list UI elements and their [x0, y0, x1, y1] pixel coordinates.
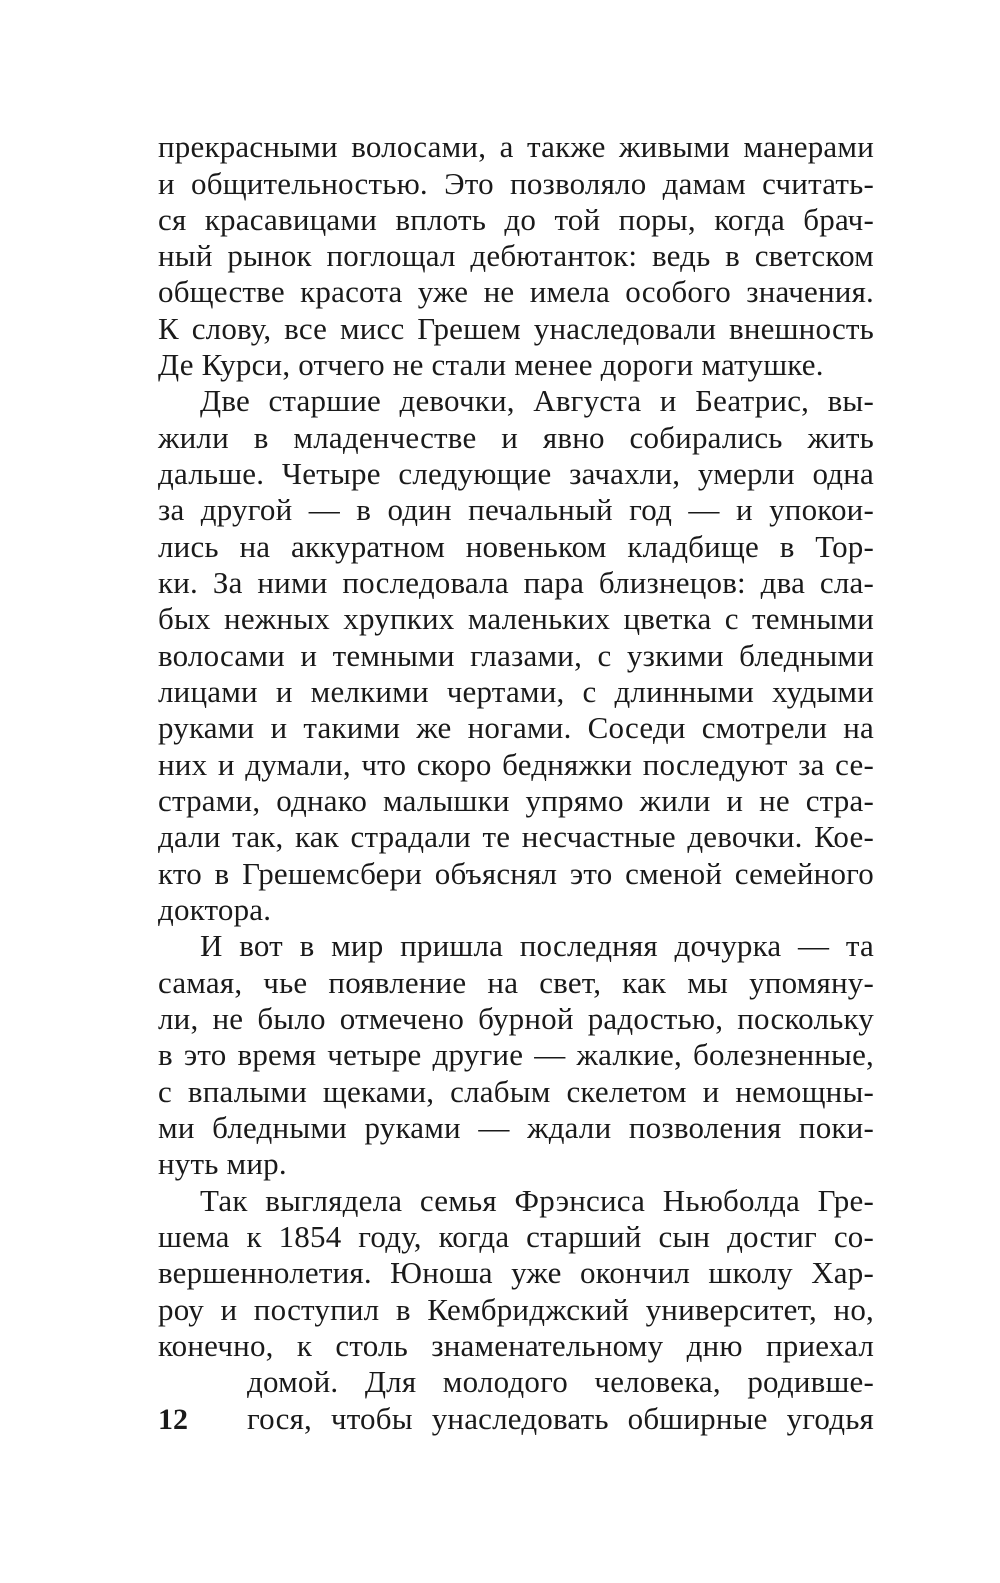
text-line: домой. Для молодого человека, родивше- [247, 1364, 874, 1399]
text-line: Де Курси, отчего не стали менее дороги матушке. [158, 347, 824, 382]
text-line: ки. За ними последовала пара близнецов: два сла- [158, 565, 874, 600]
paragraph-first-line: Две старшие девочки, Августа и Беатрис, вы- [200, 383, 874, 418]
text-line: прекрасными волосами, а также живыми манерами [158, 129, 874, 164]
text-line: ли, не было отмечено бурной радостью, поскольку [158, 1001, 874, 1036]
text-line: лицами и мелкими чертами, с длинными худыми [158, 674, 874, 709]
text-line: ся красавицами вплоть до той поры, когда брач- [158, 202, 874, 237]
text-line: К слову, все мисс Грешем унаследовали внешность [158, 311, 874, 346]
page-number: 12 [158, 1403, 188, 1436]
text-line: страми, однако малышки упрямо жили и не стра- [158, 783, 874, 818]
text-line: с впалыми щеками, слабым скелетом и немощны- [158, 1074, 874, 1109]
paragraph-first-line: И вот в мир пришла последняя дочурка — та [200, 928, 874, 963]
text-line: кто в Грешемсбери объяснял это сменой семейного [158, 856, 874, 891]
text-line: лись на аккуратном новеньком кладбище в Тор- [158, 529, 874, 564]
text-line: в это время четыре другие — жалкие, болезненные, [158, 1037, 874, 1072]
text-line: ный рынок поглощал дебютанток: ведь в светском [158, 238, 874, 273]
text-line: шема к 1854 году, когда старший сын достиг со- [158, 1219, 874, 1254]
text-line: нуть мир. [158, 1146, 287, 1181]
text-line: за другой — в один печальный год — и упокои- [158, 492, 874, 527]
text-line: них и думали, что скоро бедняжки последуют за се- [158, 747, 874, 782]
text-line: дальше. Четыре следующие зачахли, умерли одна [158, 456, 874, 491]
text-line: жили в младенчестве и явно собирались жить [158, 420, 874, 455]
text-line: гося, чтобы унаследовать обширные угодья [247, 1401, 874, 1436]
text-line: руками и такими же ногами. Соседи смотрели на [158, 710, 874, 745]
text-line: волосами и темными глазами, с узкими бледными [158, 638, 874, 673]
text-line: вершеннолетия. Юноша уже окончил школу Хар- [158, 1255, 874, 1290]
text-line: дали так, как страдали те несчастные девочки. Кое- [158, 819, 874, 854]
text-line: обществе красота уже не имела особого значения. [158, 274, 874, 309]
text-line: самая, чье появление на свет, как мы упомяну- [158, 965, 874, 1000]
text-line: бых нежных хрупких маленьких цветка с темными [158, 601, 874, 636]
text-line: ми бледными руками — ждали позволения поки- [158, 1110, 874, 1145]
text-line: конечно, к столь знаменательному дню приехал [158, 1328, 874, 1363]
text-line: доктора. [158, 892, 272, 927]
paragraph-first-line: Так выглядела семья Фрэнсиса Ньюболда Гре- [200, 1183, 874, 1218]
text-line: и общительностью. Это позволяло дамам считать- [158, 166, 874, 201]
text-line: роу и поступил в Кембриджский университет, но, [158, 1292, 874, 1327]
